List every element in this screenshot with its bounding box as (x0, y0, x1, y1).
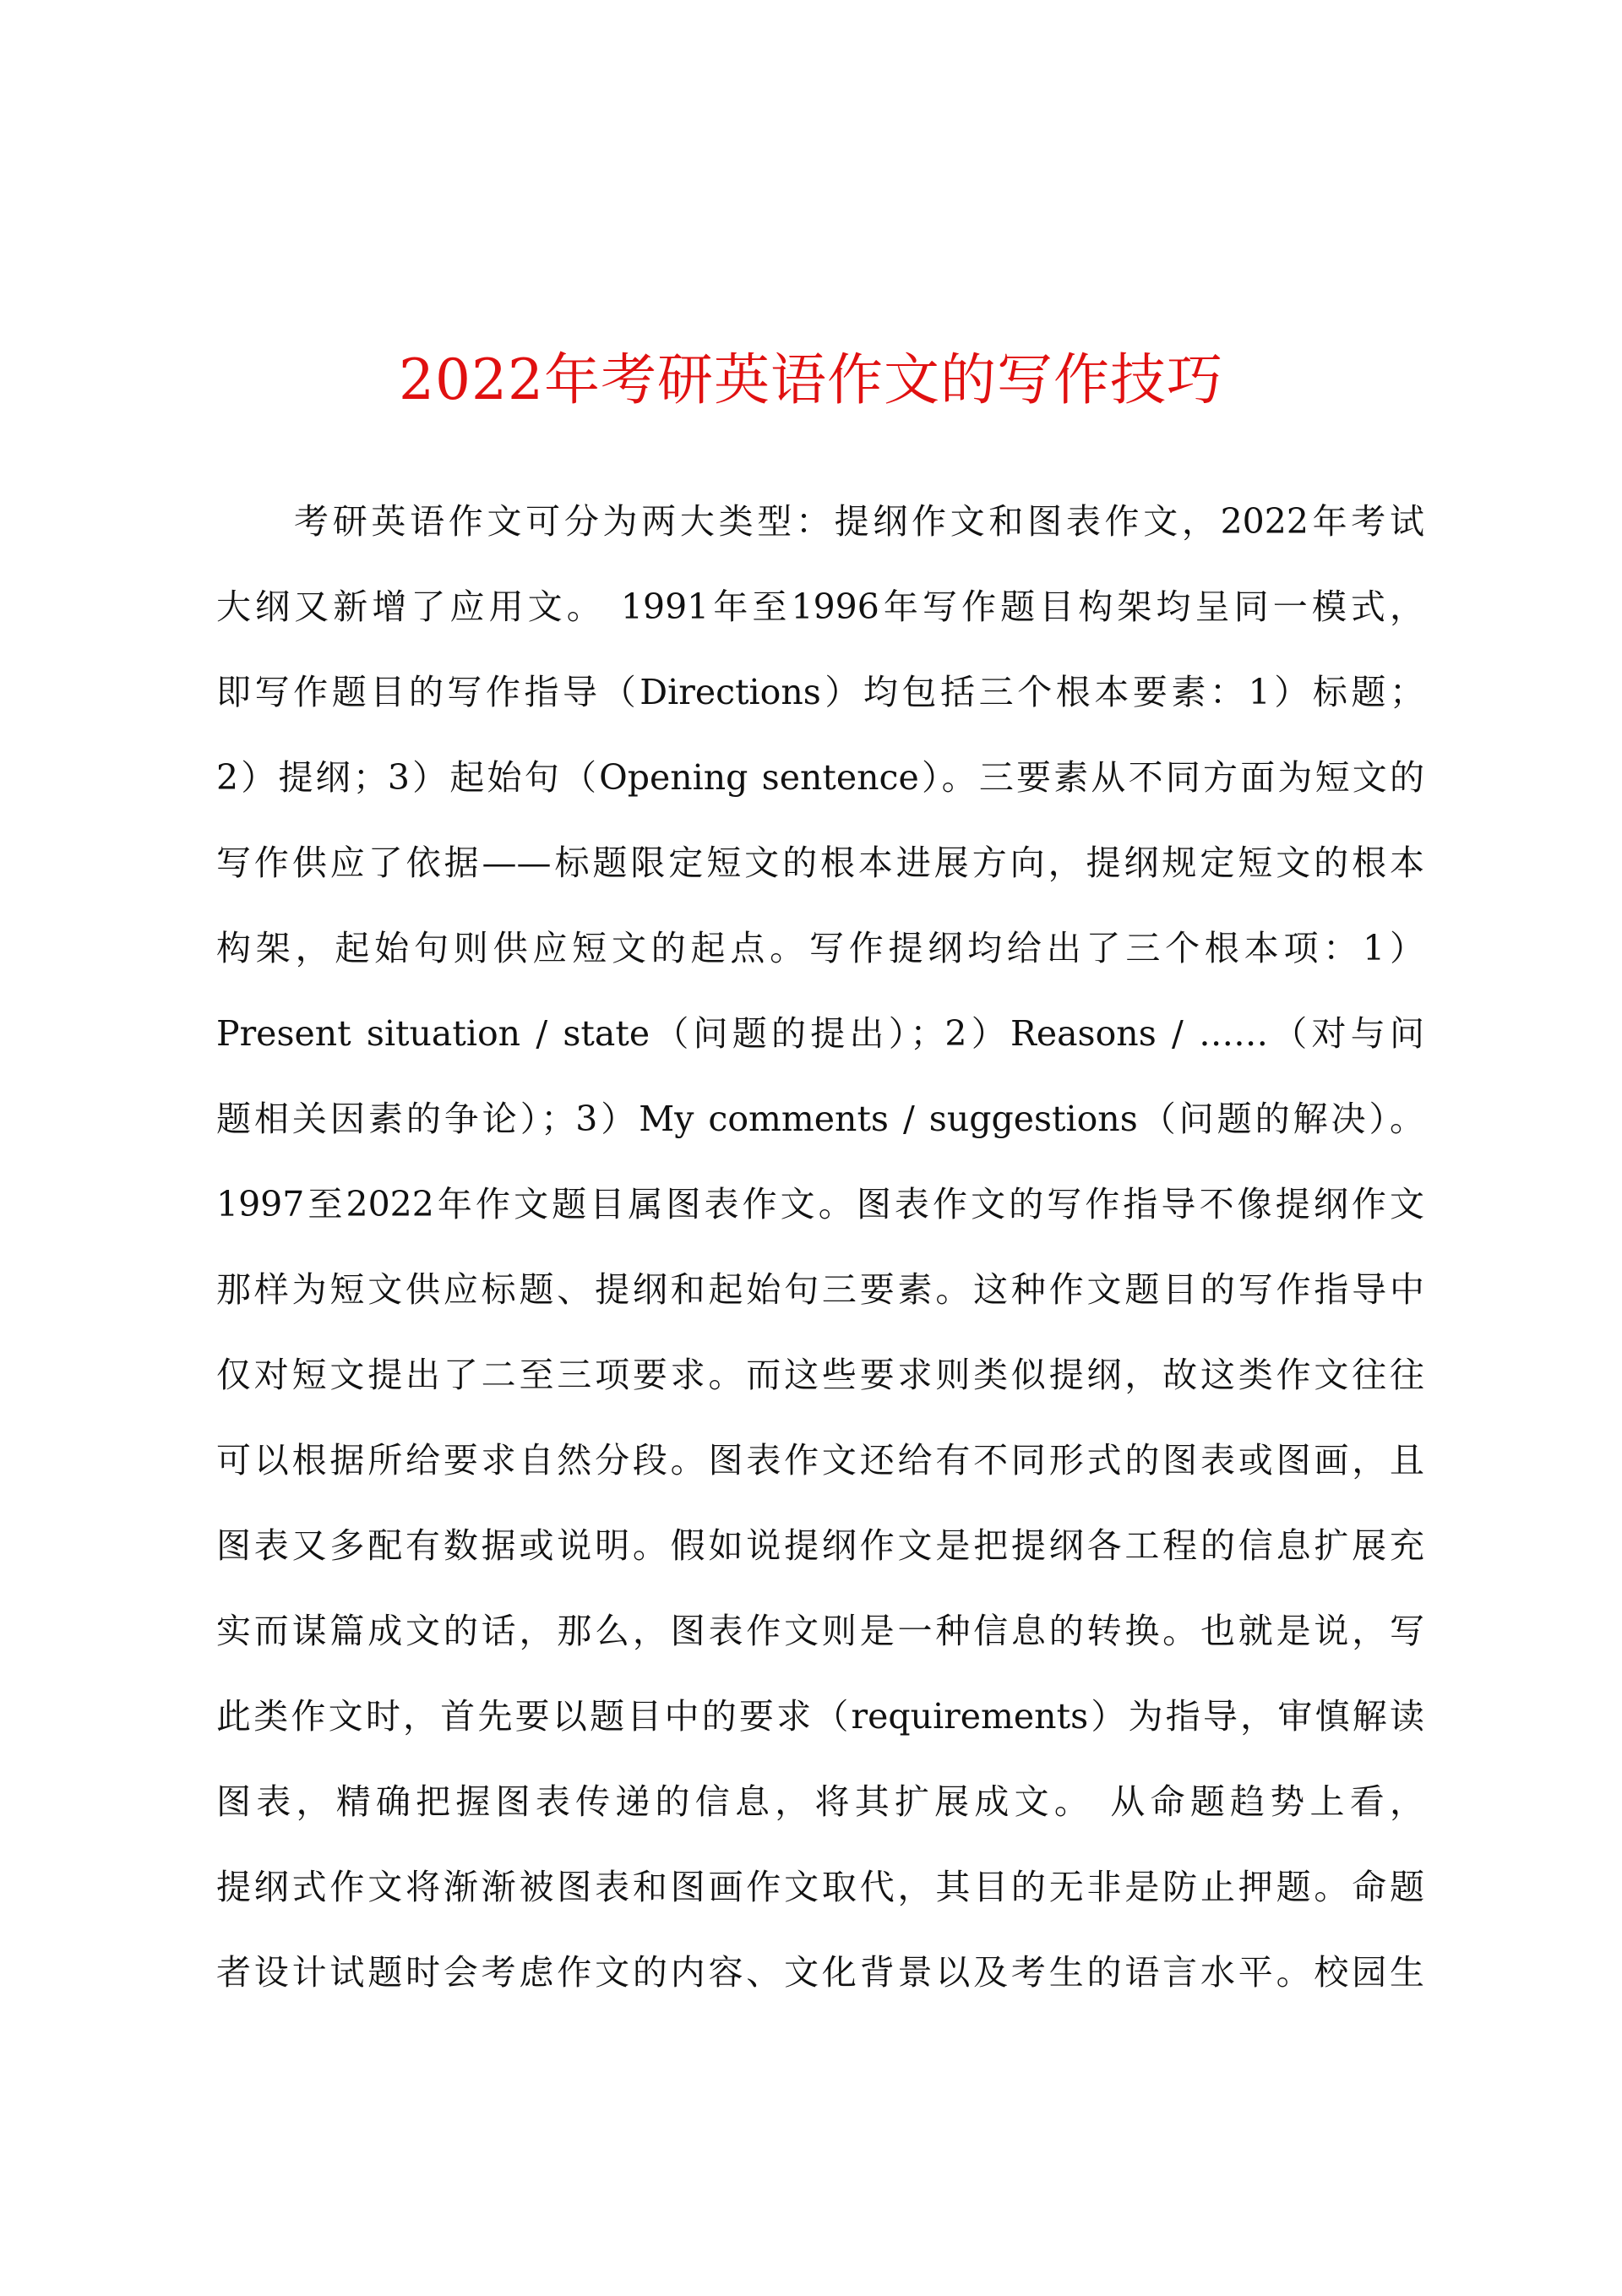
text-line: 实而谋篇成文的话，那么，图表作文则是一种信息的转换。也就是说，写 (216, 1611, 1424, 1651)
text-line: 即写作题目的写作指导（Directions）均包括三个根本要素：1）标题； (216, 672, 1424, 712)
text-line: 可以根据所给要求自然分段。图表作文还给有不同形式的图表或图画，且 (216, 1440, 1424, 1481)
text-line: 大纲又新增了应用文。 1991年至1996年写作题目构架均呈同一模式， (216, 586, 1424, 627)
text-line: 此类作文时，首先要以题目中的要求（requirements）为指导，审慎解读 (216, 1696, 1424, 1737)
text-line: 图表又多配有数据或说明。假如说提纲作文是把提纲各工程的信息扩展充 (216, 1525, 1424, 1566)
text-line: 提纲式作文将渐渐被图表和图画作文取代，其目的无非是防止押题。命题 (216, 1867, 1424, 1907)
text-line: 者设计试题时会考虑作文的内容、文化背景以及考生的语言水平。校园生 (216, 1952, 1424, 1993)
document-title: 2022年考研英语作文的写作技巧 (399, 347, 1223, 412)
text-line: 构架，起始句则供应短文的起点。写作提纲均给出了三个根本项：1） (216, 928, 1424, 968)
text-line: 题相关因素的争论）；3）My comments / suggestions（问题的解决）。 (216, 1099, 1424, 1139)
text-line: Present situation / state（问题的提出）；2）Reasons / ……（对与问 (216, 1013, 1424, 1054)
text-line: 考研英语作文可分为两大类型：提纲作文和图表作文，2022年考试 (294, 501, 1424, 542)
body-text (216, 499, 1424, 2035)
text-line: 2）提纲；3）起始句（Opening sentence）。三要素从不同方面为短文的 (216, 757, 1424, 798)
text-line: 仅对短文提出了二至三项要求。而这些要求则类似提纲，故这类作文往往 (216, 1355, 1424, 1395)
text-line: 1997至2022年作文题目属图表作文。图表作文的写作指导不像提纲作文 (216, 1184, 1424, 1224)
text-line: 那样为短文供应标题、提纲和起始句三要素。这种作文题目的写作指导中 (216, 1269, 1424, 1310)
text-line: 写作供应了依据——标题限定短文的根本进展方向，提纲规定短文的根本 (216, 843, 1424, 883)
text-line: 图表，精确把握图表传递的信息，将其扩展成文。 从命题趋势上看， (216, 1781, 1424, 1822)
